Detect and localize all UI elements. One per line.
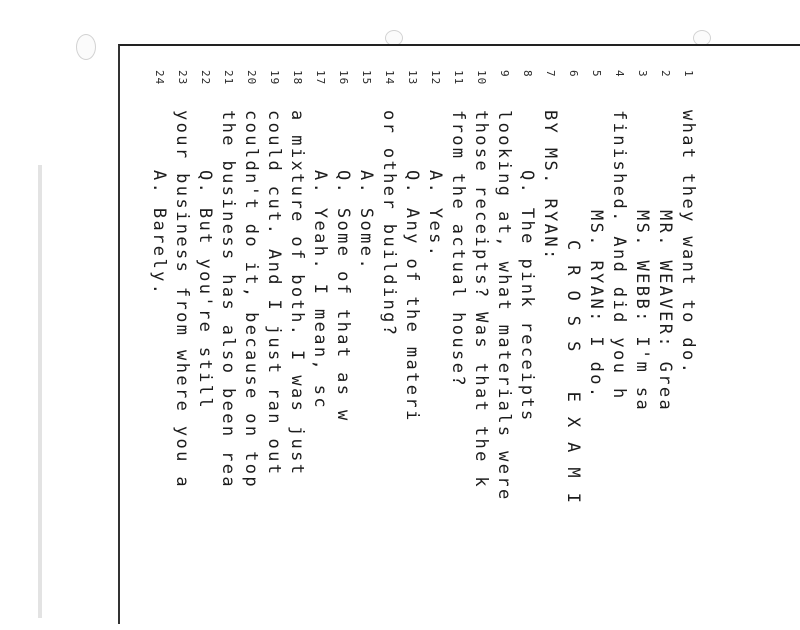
- line-number: 14: [383, 70, 396, 86]
- transcript-body: [140, 70, 700, 630]
- line-text: looking at, what materials were: [494, 110, 514, 502]
- line-number: 12: [429, 70, 442, 86]
- line-text: BY MS. RYAN:: [540, 110, 560, 262]
- line-number: 2: [659, 70, 672, 78]
- line-number: 16: [337, 70, 350, 86]
- line-text: A. Some.: [356, 170, 376, 272]
- line-number: 21: [222, 70, 235, 86]
- line-text: a mixture of both. I was just: [287, 110, 307, 477]
- line-number: 15: [360, 70, 373, 86]
- line-number: 4: [613, 70, 626, 78]
- line-number: 1: [682, 70, 695, 78]
- line-text: your business from where you a: [172, 110, 192, 490]
- line-text: or other building?: [379, 110, 399, 338]
- line-text: the business has also been rea: [218, 110, 238, 490]
- line-text: C R O S S E X A M I: [563, 240, 583, 506]
- line-number: 19: [268, 70, 281, 86]
- line-text: could cut. And I just ran out: [264, 110, 284, 477]
- line-number: 18: [291, 70, 304, 86]
- line-text: MS. RYAN: I do.: [586, 210, 606, 400]
- line-number: 23: [176, 70, 189, 86]
- line-number: 20: [245, 70, 258, 86]
- line-text: what they want to do.: [678, 110, 698, 376]
- line-number: 8: [521, 70, 534, 78]
- line-text: Q. The pink receipts: [517, 170, 537, 423]
- line-number: 10: [475, 70, 488, 86]
- line-number: 6: [567, 70, 580, 78]
- line-text: finished. And did you h: [609, 110, 629, 401]
- line-number: 17: [314, 70, 327, 86]
- line-number: 5: [590, 70, 603, 78]
- line-text: A. Yes.: [425, 170, 445, 259]
- line-text: MR. WEAVER: Grea: [655, 210, 675, 413]
- line-number: 9: [498, 70, 511, 78]
- line-number: 3: [636, 70, 649, 78]
- line-text: those receipts? Was that the k: [471, 110, 491, 490]
- line-text: Q. But you're still: [195, 170, 215, 411]
- line-number: 7: [544, 70, 557, 78]
- line-number: 13: [406, 70, 419, 86]
- line-text: Q. Any of the materi: [402, 170, 422, 423]
- line-text: from the actual house?: [448, 110, 468, 388]
- line-number: 22: [199, 70, 212, 86]
- line-text: A. Yeah. I mean, sc: [310, 170, 330, 411]
- line-text: Q. Some of that as w: [333, 170, 353, 423]
- punch-hole: [76, 34, 96, 60]
- line-number: 11: [452, 70, 465, 86]
- line-number: 24: [153, 70, 166, 86]
- line-text: couldn't do it, because on top: [241, 110, 261, 490]
- line-text: A. Barely.: [149, 170, 169, 297]
- scan-shadow-edge: [38, 165, 42, 618]
- line-text: MS. WEBB: I'm sa: [632, 210, 652, 413]
